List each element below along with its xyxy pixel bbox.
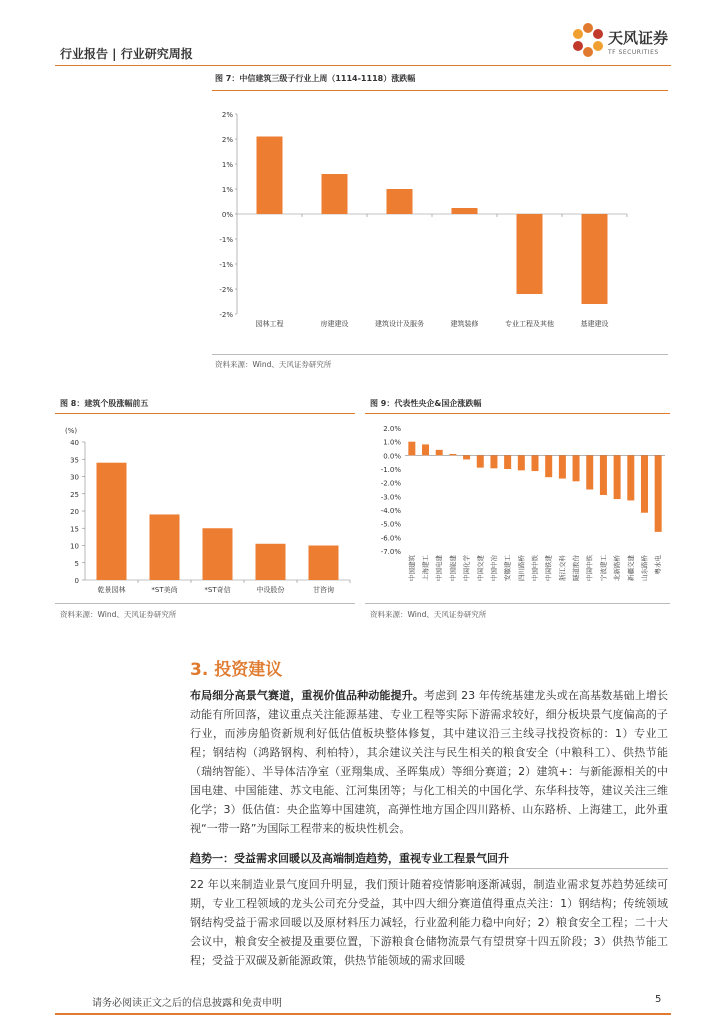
- bar: [641, 455, 648, 512]
- x-tick-label: 中国电建: [435, 555, 444, 581]
- y-tick-label: 1%: [221, 186, 233, 194]
- y-tick-label: 2.0%: [383, 425, 401, 433]
- y-tick-label: -1%: [219, 261, 233, 269]
- y-tick-label: -1%: [219, 236, 233, 244]
- y-tick-label: -2%: [219, 286, 233, 294]
- figure-8-chart: [55, 418, 355, 603]
- page-number: 5: [655, 994, 662, 1005]
- bar: [573, 455, 580, 481]
- logo-subtitle: TF SECURITIES: [608, 49, 659, 56]
- x-tick-label: 建筑设计及服务: [375, 320, 424, 328]
- paragraph-lead: 布局细分高景气赛道，重视价值品种动能提升。: [190, 689, 424, 702]
- figure-9-source-rule: [365, 603, 670, 604]
- bar: [150, 514, 180, 580]
- y-tick-label: 2%: [221, 111, 233, 119]
- figure-7-chart: [212, 96, 668, 346]
- y-tick-label: -3.0%: [380, 493, 401, 502]
- x-tick-label: 中国化学: [462, 555, 471, 581]
- x-tick-label: 宁波建工: [599, 555, 608, 581]
- bar: [545, 455, 552, 477]
- bar: [97, 463, 127, 580]
- investment-paragraph: [190, 686, 668, 838]
- x-tick-label: 新疆交建: [626, 555, 635, 581]
- bar: [504, 455, 511, 469]
- bar: [309, 546, 339, 581]
- bar: [582, 214, 608, 304]
- bar: [463, 455, 470, 459]
- y-tick-label: -1.0%: [380, 466, 401, 474]
- bar: [655, 455, 662, 532]
- x-tick-label: 房建建设: [320, 320, 349, 328]
- y-tick-label: 5: [74, 559, 79, 568]
- y-tick-label: 20: [70, 508, 79, 516]
- y-tick-label: 2%: [221, 136, 233, 144]
- x-tick-label: 基建建设: [580, 320, 609, 328]
- bar: [203, 528, 233, 580]
- trend-one-rule: [190, 868, 668, 869]
- bar: [436, 450, 443, 455]
- y-tick-label: 25: [70, 490, 79, 499]
- x-tick-label: 甘咨询: [313, 586, 334, 594]
- figure-8-rule: [55, 413, 355, 414]
- figure-8-source-rule: [55, 603, 355, 604]
- bar: [449, 454, 456, 455]
- y-tick-label: 15: [70, 525, 79, 534]
- figure-7-source: 资料来源：Wind、天风证券研究所: [215, 360, 332, 369]
- x-tick-label: 隧道股份: [572, 555, 581, 581]
- y-tick-label: 40: [70, 439, 79, 447]
- y-tick-label: 0: [74, 577, 79, 585]
- y-tick-label: 0.0%: [383, 452, 401, 461]
- y-tick-label: 10: [70, 542, 79, 551]
- x-tick-label: 专业工程及其他: [505, 320, 554, 328]
- bar: [477, 455, 484, 467]
- paragraph-body: 考虑到 23 年传统基建龙头或在高基数基础上增长动能有所回落，建议重点关注能源基建、专业工程等实际下游需求较好，细分板块景气度偏高的子行业，而涉房船资新规利好低估值板块整体修复，其中建议沿三主线寻找投资标的：1）专业工程；钢结构（鸿路钢构、利柏特），其余建议关注与民生相关的粮食安全（中粮科工）、供热节能（瑞纳智能）、半导体洁净室（亚翔集成、圣晖集成）等细分赛道；2）建筑+：与新能源相关的中国电建、中国能建、苏文电能、江河集团等；与化工相关的中国化学、东华科技等，建议关注三维化学；3）低估值：央企监筹中国建筑，高弹性地方国企四川路桥、山东路桥、上海建工，此外重视“一带一路”为国际工程带来的板块性机会。: [190, 689, 668, 835]
- x-tick-label: 中国中铁: [585, 555, 594, 581]
- x-tick-label: *ST奇信: [204, 586, 231, 594]
- figure-7-title: 图 7：中信建筑三级子行业上周（1114-1118）涨跌幅: [215, 74, 416, 83]
- x-tick-label: 中设股份: [256, 586, 285, 594]
- x-tick-label: 中国中铁: [531, 555, 539, 581]
- bar: [517, 214, 543, 294]
- x-tick-label: 山东路桥: [640, 555, 649, 581]
- x-tick-label: 中国中冶: [489, 555, 498, 581]
- figure-7-source-rule: [212, 354, 668, 355]
- x-tick-label: 建筑装修: [450, 320, 479, 328]
- bar: [614, 455, 621, 499]
- figure-9-source: 资料来源：Wind、天风证券研究所: [370, 610, 487, 619]
- y-tick-label: 0%: [221, 211, 233, 219]
- x-tick-label: 中国交建: [476, 555, 485, 581]
- logo-name: 天风证券: [608, 29, 669, 47]
- figure-9-rule: [365, 413, 670, 414]
- x-tick-label: 上海建工: [421, 555, 430, 581]
- bar: [586, 455, 593, 489]
- bar: [559, 455, 566, 478]
- figure-9-chart: [365, 418, 670, 603]
- y-tick-label: -4.0%: [380, 507, 401, 515]
- y-tick-label: 1%: [221, 161, 233, 169]
- x-tick-label: 中国建筑: [407, 555, 416, 581]
- figure-9-title: 图 9：代表性央企&国企涨跌幅: [370, 399, 482, 408]
- y-tick-label: -7.0%: [380, 548, 401, 556]
- bar: [322, 174, 348, 214]
- y-tick-label: -5.0%: [380, 520, 401, 529]
- bar: [490, 455, 497, 468]
- y-tick-label: 35: [70, 456, 79, 465]
- x-tick-label: 园林工程: [255, 320, 284, 328]
- figure-8-source: 资料来源：Wind、天风证券研究所: [60, 610, 177, 619]
- bar: [256, 544, 286, 580]
- y-unit-label: (%): [65, 427, 78, 435]
- x-tick-label: 乾景园林: [97, 586, 126, 594]
- bar: [532, 455, 539, 471]
- bar: [600, 455, 607, 495]
- y-tick-label: -6.0%: [380, 534, 401, 543]
- header-rule: [55, 65, 671, 66]
- bar: [422, 444, 429, 455]
- x-tick-label: 四川路桥: [517, 555, 526, 581]
- report-header-title: 行业报告 | 行业研究周报: [60, 47, 193, 61]
- section-title: 3. 投资建议: [190, 660, 283, 680]
- x-tick-label: *ST美尚: [151, 586, 178, 594]
- footer-disclaimer: 请务必阅读正文之后的信息披露和免责申明: [92, 998, 282, 1009]
- trend-one-heading: 趋势一：受益需求回暖以及高端制造趋势，重视专业工程景气回升: [190, 852, 509, 865]
- x-tick-label: 中国铁建: [544, 555, 553, 581]
- figure-8-title: 图 8：建筑个股涨幅前五: [60, 399, 149, 408]
- figure-7-rule: [212, 90, 668, 91]
- bar: [387, 189, 413, 214]
- footer-rule: [55, 1013, 671, 1015]
- y-tick-label: 1.0%: [383, 438, 401, 447]
- bar: [408, 442, 415, 456]
- x-tick-label: 北新路桥: [613, 555, 622, 581]
- x-tick-label: 粤水电: [654, 555, 663, 575]
- trend-one-paragraph: 22 年以来制造业景气度回升明显，我们预计随着疫情影响逐渐减弱，制造业需求复苏趋势延续可期，专业工程领域的龙头公司充分受益，其中四大细分赛道值得重点关注：1）钢结构；传统领域钢结构受益于需求回暖以及原材料压力减轻，行业盈利能力稳中向好；2）粮食安全工程；二十大会议中，粮食安全被提及重要位置，下游粮食仓储物流景气有望贯穿十四五阶段；3）供热节能工程；受益于双碳及新能源政策，供热节能领域的需求回暖: [190, 878, 668, 967]
- x-tick-label: 中国能建: [448, 555, 457, 581]
- bar: [257, 137, 283, 215]
- bar: [627, 455, 634, 500]
- bar: [518, 455, 525, 470]
- y-tick-label: -2%: [219, 311, 233, 319]
- bar: [452, 208, 478, 214]
- x-tick-label: 安徽建工: [503, 555, 512, 581]
- y-tick-label: -2.0%: [380, 479, 401, 488]
- y-tick-label: 30: [70, 473, 79, 482]
- x-tick-label: 浙江交科: [558, 555, 567, 581]
